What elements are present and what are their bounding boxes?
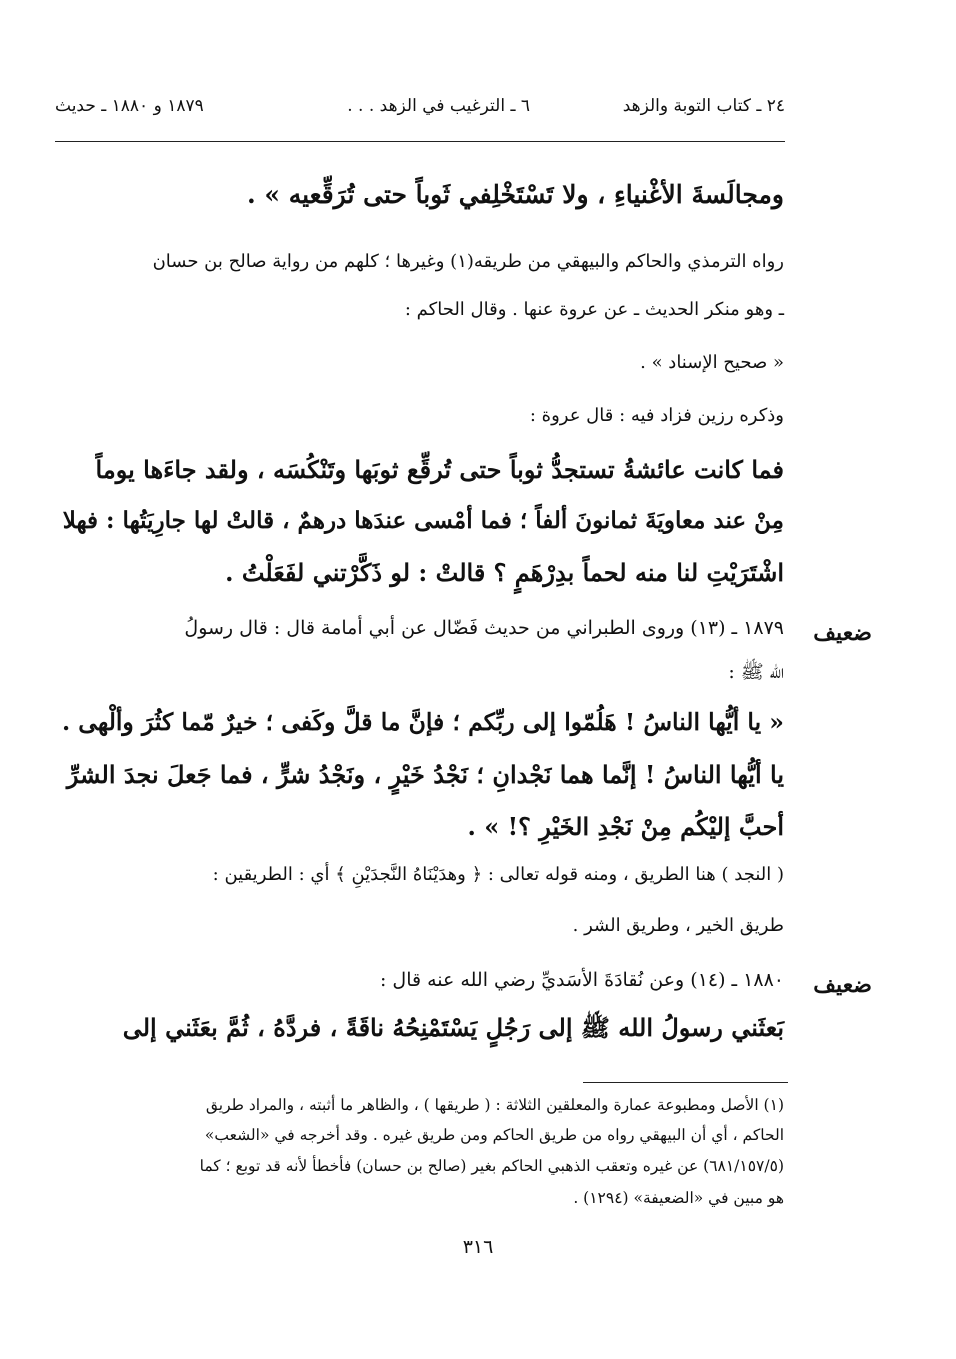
hadith-1879-intro-cont: الله ﷺ : bbox=[728, 661, 784, 683]
text-line: يا أيُّها الناسُ ! إنَّما هما نَجْدانِ ؛ نَجْدُ خَيْرٍ ، ونَجْدُ شرٍّ ، فما جَعلَ نجدَ الشرِّ bbox=[66, 760, 784, 789]
footnote-line: (٦٨١/١٥٧/٥) عن غيره وتعقب الذهبي الحاكم بغير (صالح بن حسان) فأخطأ لأنه قد توبع ؛ كما bbox=[199, 1157, 784, 1175]
text-line: ومجالَسةَ الأغْنياءِ ، ولا تَسْتَخْلِفي ثَوباً حتى تُرَقِّعيه » . bbox=[246, 180, 784, 209]
header-rule bbox=[55, 141, 785, 142]
footnote-line: (١) الأصل ومطبوعة عمارة والمعلقين الثلاثة : ( طريقها ) ، والظاهر ما أثبته ، والمراد طريق bbox=[205, 1096, 784, 1114]
text-line: ( النجد ) هنا الطريق ، ومنه قوله تعالى : ﴿ وهدَيْنَاهُ النَّجدَيْنِ ﴾ أي : الطريقين : bbox=[212, 864, 784, 885]
text-line: طريق الخير ، وطريق الشر . bbox=[572, 915, 784, 936]
footnote-rule bbox=[583, 1082, 788, 1083]
text-line: « يا أيُّها الناسُ ! هَلُمّوا إلى ربِّكم ؛ فإنَّ ما قلَّ وكَفى ؛ خيرٌ مّما كثُرَ وألْهى . bbox=[61, 708, 784, 736]
running-header bbox=[55, 96, 785, 126]
text-line: « صحيح الإسناد » . bbox=[640, 352, 784, 373]
text-line: اشْتَرَيْتِ لنا منه لحماً بدِرْهَمٍ ؟ قالتْ : لو ذَكَّرْتني لفَعَلْتُ . bbox=[225, 558, 784, 587]
header-book-title: ٢٤ ـ كتاب التوبة والزهد bbox=[622, 96, 785, 116]
grade-note-1879: ضعيف bbox=[813, 620, 872, 646]
text-line: رواه الترمذي والحاكم والبيهقي من طريقه(١) وغيرها ؛ كلهم من رواية صالح بن حسان bbox=[152, 251, 784, 272]
text-line: فما كانت عائشةُ تستجدُّ ثوباً حتى تُرقِّع ثوبَها وتَنْكُسَه ، ولقد جاءَها يوماً bbox=[95, 455, 784, 484]
footnote-line: هو مبين في «الضعيفة» (١٢٩٤) . bbox=[573, 1189, 784, 1207]
footnote-line: الحاكم ، أي أن البيهقي رواه من طريق الحاكم ومن طريق غيره . وقد أخرجه في «الشعب» bbox=[204, 1126, 784, 1144]
hadith-1879-intro: ١٨٧٩ ـ (١٣) وروى الطبراني من حديث فَضّال عن أبي أمامة قال : قال رسولُ bbox=[184, 617, 784, 639]
text-line: وذكره رزين فزاد فيه : قال عروة : bbox=[529, 405, 784, 426]
text-line: أحبَّ إليْكُم مِنْ نَجْدِ الخَيْرِ ؟! » . bbox=[467, 812, 784, 841]
header-hadith-range: ١٨٧٩ و ١٨٨٠ ـ حديث bbox=[55, 96, 204, 116]
hadith-1880-intro: ١٨٨٠ ـ (١٤) وعن نُقادَةَ الأسَديِّ رضي الله عنه قال : bbox=[379, 969, 784, 991]
page-number: ٣١٦ bbox=[462, 1236, 494, 1258]
header-chapter-title: ٦ ـ الترغيب في الزهد . . . bbox=[347, 96, 530, 116]
text-line: ـ وهو منكر الحديث ـ عن عروة عنها . وقال الحاكم : bbox=[404, 299, 784, 320]
text-line: مِنْ عند معاويَةَ ثمانونَ ألفاً ؛ فما أمْسى عندَها درهمٌ ، قالتْ لها جارِيَتُها : فهلا bbox=[62, 507, 784, 534]
text-line: بَعثَني رسولُ الله ﷺ إلى رَجُلٍ يَسْتَمْنِحُهُ ناقَةً ، فردَّهُ ، ثُمَّ بعَثَني إلى bbox=[122, 1013, 784, 1042]
grade-note-1880: ضعيف bbox=[813, 972, 872, 998]
